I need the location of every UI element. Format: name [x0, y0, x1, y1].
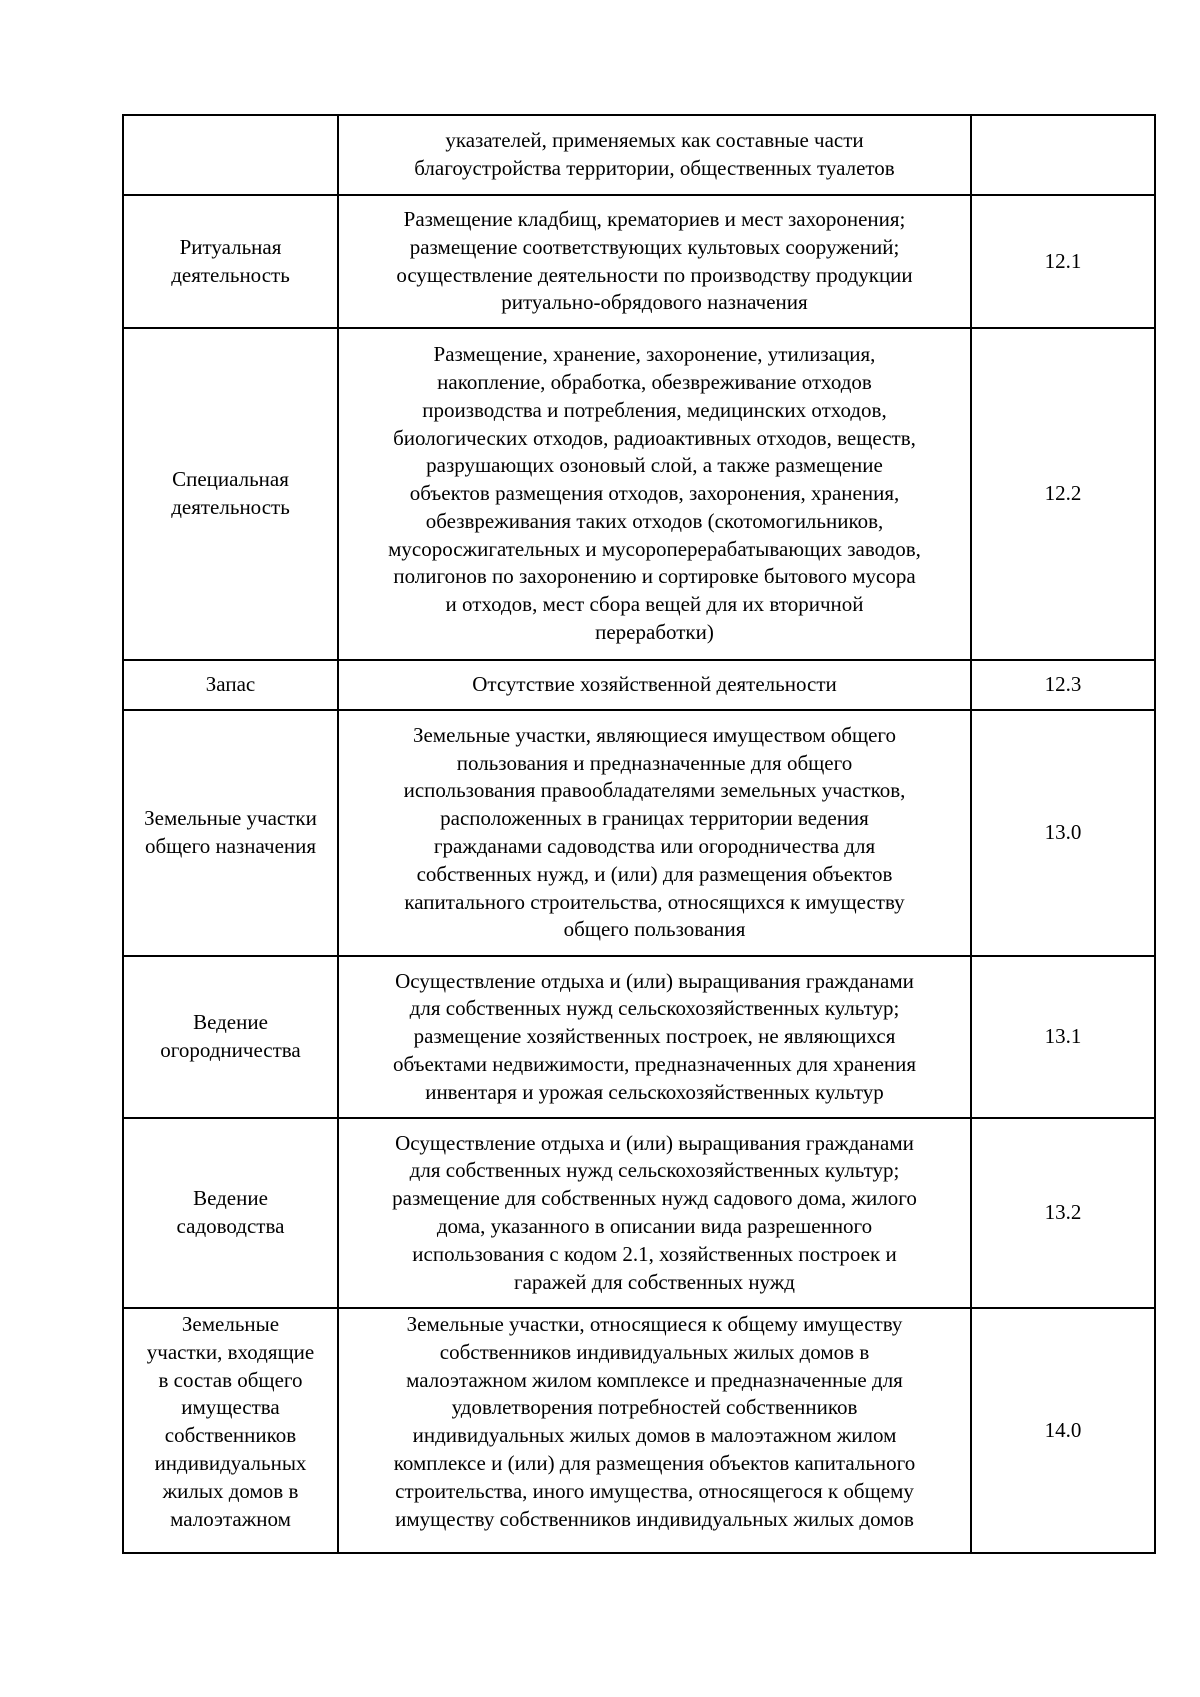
table-row	[123, 956, 1155, 1118]
table-row	[123, 195, 1155, 328]
use-description-cell: Размещение кладбищ, крематориев и мест захоронения; размещение соответствующих культовых сооружений; осуществление деятельности по производству продукции ритуально-обрядового назначения	[338, 195, 971, 328]
use-description-cell: Осуществление отдыха и (или) выращивания гражданами для собственных нужд сельскохозяйственных культур; размещение для собственных нужд садового дома, жилого дома, указанного в описании вида разрешенного использования с кодом 2.1, хозяйственных построек и гаражей для собственных нужд	[338, 1118, 971, 1308]
use-name-cell	[123, 115, 338, 195]
use-code-cell: 14.0	[971, 1308, 1155, 1553]
use-description-cell: Осуществление отдыха и (или) выращивания гражданами для собственных нужд сельскохозяйственных культур; размещение хозяйственных построек, не являющихся объектами недвижимости, предназначенных для хранения инвентаря и урожая сельскохозяйственных культур	[338, 956, 971, 1118]
table-row	[123, 710, 1155, 956]
use-description-cell: Земельные участки, относящиеся к общему имуществу собственников индивидуальных жилых домов в малоэтажном жилом комплексе и предназначенные для удовлетворения потребностей собственников индивидуальных жилых домов в малоэтажном жилом комплексе и (или) для размещения объектов капитального строительства, иного имущества, относящегося к общему имуществу собственников индивидуальных жилых домов	[338, 1308, 971, 1553]
use-code-cell	[971, 115, 1155, 195]
use-description-cell: Размещение, хранение, захоронение, утилизация, накопление, обработка, обезвреживание отходов производства и потребления, медицинских отходов, биологических отходов, радиоактивных отходов, веществ, разрушающих озоновый слой, а также размещение объектов размещения отходов, захоронения, хранения, обезвреживания таких отходов (скотомогильников, мусоросжигательных и мусороперерабатывающих заводов, полигонов по захоронению и сортировке бытового мусора и отходов, мест сбора вещей для их вторичной переработки)	[338, 328, 971, 660]
use-code-cell: 13.2	[971, 1118, 1155, 1308]
use-code-cell: 12.3	[971, 660, 1155, 710]
use-name-cell: Специальная деятельность	[123, 328, 338, 660]
use-code-cell: 13.0	[971, 710, 1155, 956]
use-description-cell: Земельные участки, являющиеся имуществом общего пользования и предназначенные для общего использования правообладателями земельных участков, расположенных в границах территории ведения гражданами садоводства или огородничества для собственных нужд, и (или) для размещения объектов капитального строительства, относящихся к имуществу общего пользования	[338, 710, 971, 956]
use-description-cell: указателей, применяемых как составные части благоустройства территории, общественных туалетов	[338, 115, 971, 195]
use-code-cell: 13.1	[971, 956, 1155, 1118]
use-name-cell: Земельные участки общего назначения	[123, 710, 338, 956]
table-row	[123, 1118, 1155, 1308]
use-name-cell: Земельные участки, входящие в состав общего имущества собственников индивидуальных жилых домов в малоэтажном	[123, 1308, 338, 1553]
use-name-cell: Ритуальная деятельность	[123, 195, 338, 328]
use-name-cell: Ведение садоводства	[123, 1118, 338, 1308]
use-code-cell: 12.1	[971, 195, 1155, 328]
table-row	[123, 660, 1155, 710]
table-row	[123, 115, 1155, 195]
use-code-cell: 12.2	[971, 328, 1155, 660]
use-name-cell: Ведение огородничества	[123, 956, 338, 1118]
use-description-cell: Отсутствие хозяйственной деятельности	[338, 660, 971, 710]
table-row	[123, 1308, 1155, 1553]
table-row	[123, 328, 1155, 660]
use-name-cell: Запас	[123, 660, 338, 710]
land-use-table	[122, 114, 1156, 1554]
